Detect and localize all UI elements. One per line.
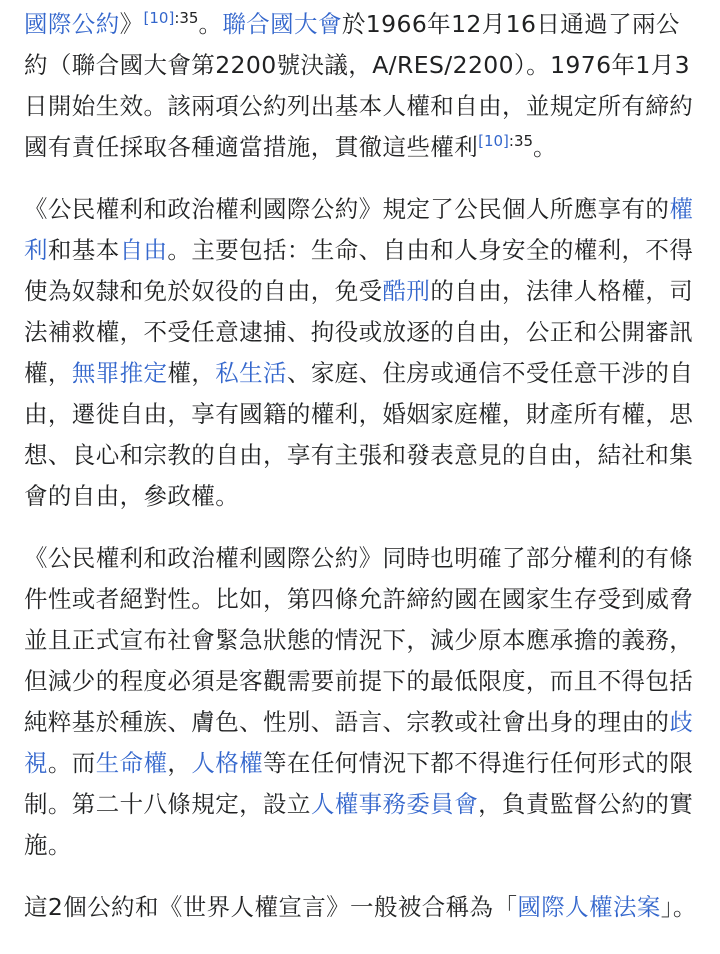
body-text: ，負責監督公約的實施。 bbox=[24, 790, 694, 859]
article-link[interactable]: 國際人權法案 bbox=[517, 893, 661, 921]
body-text: ， bbox=[167, 749, 192, 777]
article-link[interactable]: 歧視 bbox=[24, 708, 694, 777]
paragraph-conditional-rights bbox=[24, 538, 698, 866]
body-text: 《公民權利和政治權利國際公約》同時也明確了部分權利的有條件性或者絕對性。比如，第四條允許締約國在國家生存受到威脅並且正式宣布社會緊急狀態的情況下，減少原本應承擔的義務，但減少的程度必須是客觀需要前提下的最低限度，而且不得包括純粹基於種族、膚色、性別、語言、宗教或社會出身的理由的 bbox=[24, 544, 694, 736]
body-text: 」。 bbox=[660, 893, 697, 921]
paragraph-covenants-adoption bbox=[24, 4, 698, 168]
body-text: 、家庭、住房或通信不受任意干涉的自由，遷徙自由，享有國籍的權利，婚姻家庭權，財產所有權，思想、良心和宗教的自由，享有主張和發表意見的自由，結社和集會的自由，參政權。 bbox=[24, 359, 694, 510]
body-text: 於1966年12月16日通過了兩公約（聯合國大會第2200號決議，A/RES/2200）。1976年1月3日開始生效。該兩項公約列出基本人權和自由，並規定所有締約國有責任採取各種適當措施，貫徹這些權利 bbox=[24, 10, 694, 161]
body-text: 《公民權利和政治權利國際公約》規定了公民個人所應享有的 bbox=[24, 195, 670, 223]
body-text: 和基本 bbox=[47, 236, 120, 264]
article-link[interactable]: 自由 bbox=[119, 236, 168, 264]
article-link[interactable]: 聯合國大會 bbox=[222, 10, 342, 38]
body-text: 。 bbox=[533, 133, 557, 161]
paragraph-international-bill bbox=[24, 887, 698, 928]
citation-link[interactable]: [10] bbox=[478, 132, 509, 151]
body-text: 權， bbox=[167, 359, 216, 387]
article-link[interactable]: 人格權 bbox=[191, 749, 264, 777]
article-link[interactable]: 無罪推定 bbox=[71, 359, 168, 387]
citation-ref bbox=[144, 9, 199, 27]
article-link[interactable]: 酷刑 bbox=[382, 277, 431, 305]
citation-ref bbox=[478, 132, 533, 150]
body-text: 等在任何情況下都不得進行任何形式的限制。第二十八條規定，設立 bbox=[24, 749, 694, 818]
body-text: 這2個公約和《世界人權宣言》一般被合稱為「 bbox=[24, 893, 518, 921]
body-text: 的自由，法律人格權，司法補救權，不受任意逮捕、拘役或放逐的自由，公正和公開審訊權， bbox=[24, 277, 694, 387]
citation-link[interactable]: [10] bbox=[143, 9, 175, 28]
article-link[interactable]: 國際公約 bbox=[24, 10, 120, 38]
article-link[interactable]: 權利 bbox=[24, 195, 694, 264]
body-text: 。而 bbox=[47, 749, 96, 777]
body-text: 。主要包括：生命、自由和人身安全的權利，不得使為奴隸和免於奴役的自由，免受 bbox=[24, 236, 694, 305]
body-text: 。 bbox=[198, 10, 223, 38]
citation-page: :35 bbox=[174, 9, 199, 28]
paragraph-civil-rights-list bbox=[24, 189, 698, 517]
article-link[interactable]: 生命權 bbox=[95, 749, 168, 777]
article-link[interactable]: 私生活 bbox=[215, 359, 287, 387]
article-link[interactable]: 人權事務委員會 bbox=[310, 790, 479, 818]
citation-page: :35 bbox=[508, 132, 534, 151]
body-text: 》 bbox=[119, 10, 144, 38]
